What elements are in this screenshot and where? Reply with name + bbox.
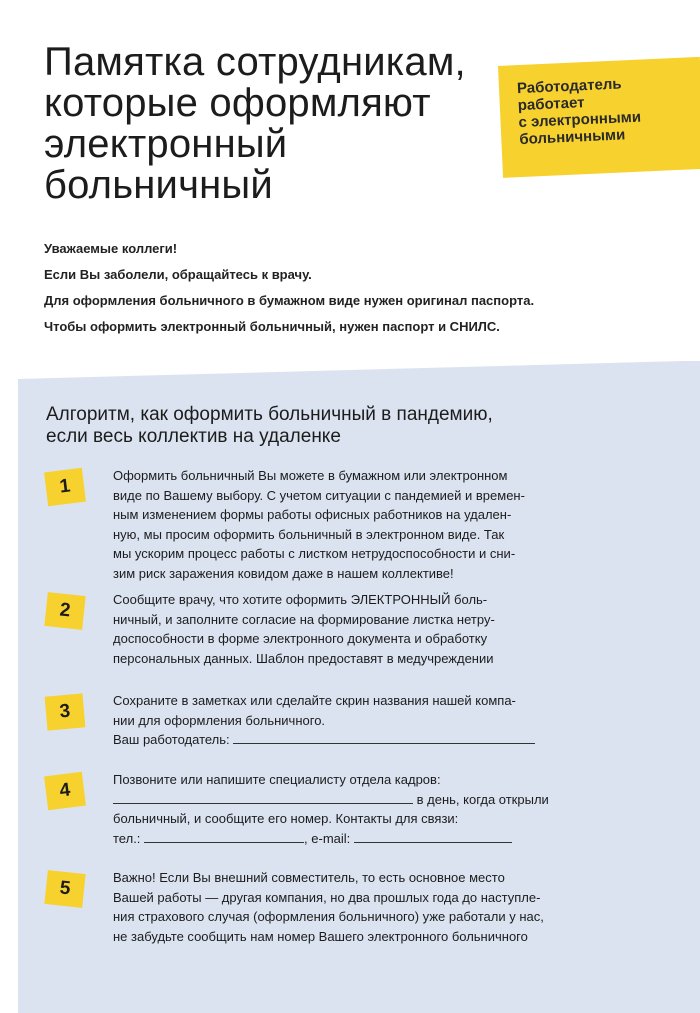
algorithm-title <box>46 404 606 448</box>
employer-line <box>113 730 673 750</box>
email-field[interactable] <box>354 830 512 843</box>
badge-line: с электронными <box>518 108 642 132</box>
step-line: больничный, и сообщите его номер. Контакты для связи: <box>113 811 459 826</box>
badge-line: работает <box>517 94 585 115</box>
step-line: Важно! Если Вы внешний совместитель, то есть основное место <box>113 870 505 885</box>
hr-specialist-field[interactable] <box>113 791 413 804</box>
intro-line: Для оформления больничного в бумажном виде нужен оригинал паспорта. <box>44 293 535 308</box>
employer-label: Ваш работодатель: <box>113 732 230 747</box>
step-line: ничный, и заполните согласие на формирование листка нетру- <box>113 611 495 627</box>
step-line: доспособности в форме электронного документа и обработку <box>113 631 488 646</box>
step-text <box>113 466 673 583</box>
step-number-badge: 2 <box>44 592 85 630</box>
email-label: , e-mail: <box>304 830 351 846</box>
phone-field[interactable] <box>144 830 304 843</box>
step-line: персональных данных. Шаблон предоставят в медучреждении <box>113 650 494 666</box>
hr-contact-line <box>113 790 673 810</box>
step-line: не забудьте сообщить нам номер Вашего электронного больничного <box>113 928 528 944</box>
employer-badge <box>498 57 700 178</box>
step-line: ния страхового случая (оформления больничного) уже работали у нас, <box>113 909 544 924</box>
step-number-badge: 1 <box>44 468 86 506</box>
step-text <box>113 590 673 668</box>
step-number-badge: 5 <box>44 870 85 908</box>
step-line: Вашей работы — другая компания, но два прошлых года до наступле- <box>113 889 541 905</box>
step-line: мы ускорим процесс работы с листком нетрудоспособности и сни- <box>113 546 516 561</box>
page-title <box>44 42 484 206</box>
step-number-badge: 3 <box>45 693 86 730</box>
employer-name-field[interactable] <box>233 731 535 744</box>
contacts-line <box>113 829 673 849</box>
phone-label: тел.: <box>113 830 141 846</box>
badge-line: больничными <box>518 126 626 149</box>
algorithm-title-line: Алгоритм, как оформить больничный в пандемию, <box>46 404 493 425</box>
intro-text <box>44 236 664 340</box>
step-line: нии для оформления больничного. <box>113 712 326 728</box>
step-line: ную, мы просим оформить больничный в электронном виде. Так <box>113 526 505 542</box>
step-line: зим риск заражения ковидом даже в нашем коллективе! <box>113 565 454 581</box>
step-line: Оформить больничный Вы можете в бумажном или электронном <box>113 468 508 483</box>
intro-greeting: Уважаемые коллеги! <box>44 241 178 256</box>
step-line: ным изменением формы работы офисных работников на удален- <box>113 507 512 522</box>
step-number-badge: 4 <box>44 772 86 810</box>
intro-line: Чтобы оформить электронный больничный, нужен паспорт и СНИЛС. <box>44 319 500 334</box>
title-line: электронный <box>44 122 288 166</box>
intro-line: Если Вы заболели, обращайтесь к врачу. <box>44 267 312 282</box>
step-line: Сохраните в заметках или сделайте скрин названия нашей компа- <box>113 693 516 708</box>
step-line: Позвоните или напишите специалисту отдела кадров: <box>113 772 441 787</box>
step-line: Сообщите врачу, что хотите оформить ЭЛЕКТРОННЫЙ боль- <box>113 592 488 607</box>
step-text <box>113 868 673 946</box>
algorithm-title-line: если весь коллектив на удаленке <box>46 426 341 447</box>
step-line: виде по Вашему выбору. С учетом ситуации с пандемией и времен- <box>113 487 525 503</box>
step-line-suffix: в день, когда открыли <box>416 791 549 807</box>
title-line: Памятка сотрудникам, <box>44 40 466 84</box>
badge-text <box>517 72 690 148</box>
step-text <box>113 770 673 848</box>
title-line: больничный <box>44 163 273 207</box>
step-text <box>113 691 673 750</box>
badge-line: Работодатель <box>516 75 622 98</box>
title-line: которые оформляют <box>44 81 431 125</box>
